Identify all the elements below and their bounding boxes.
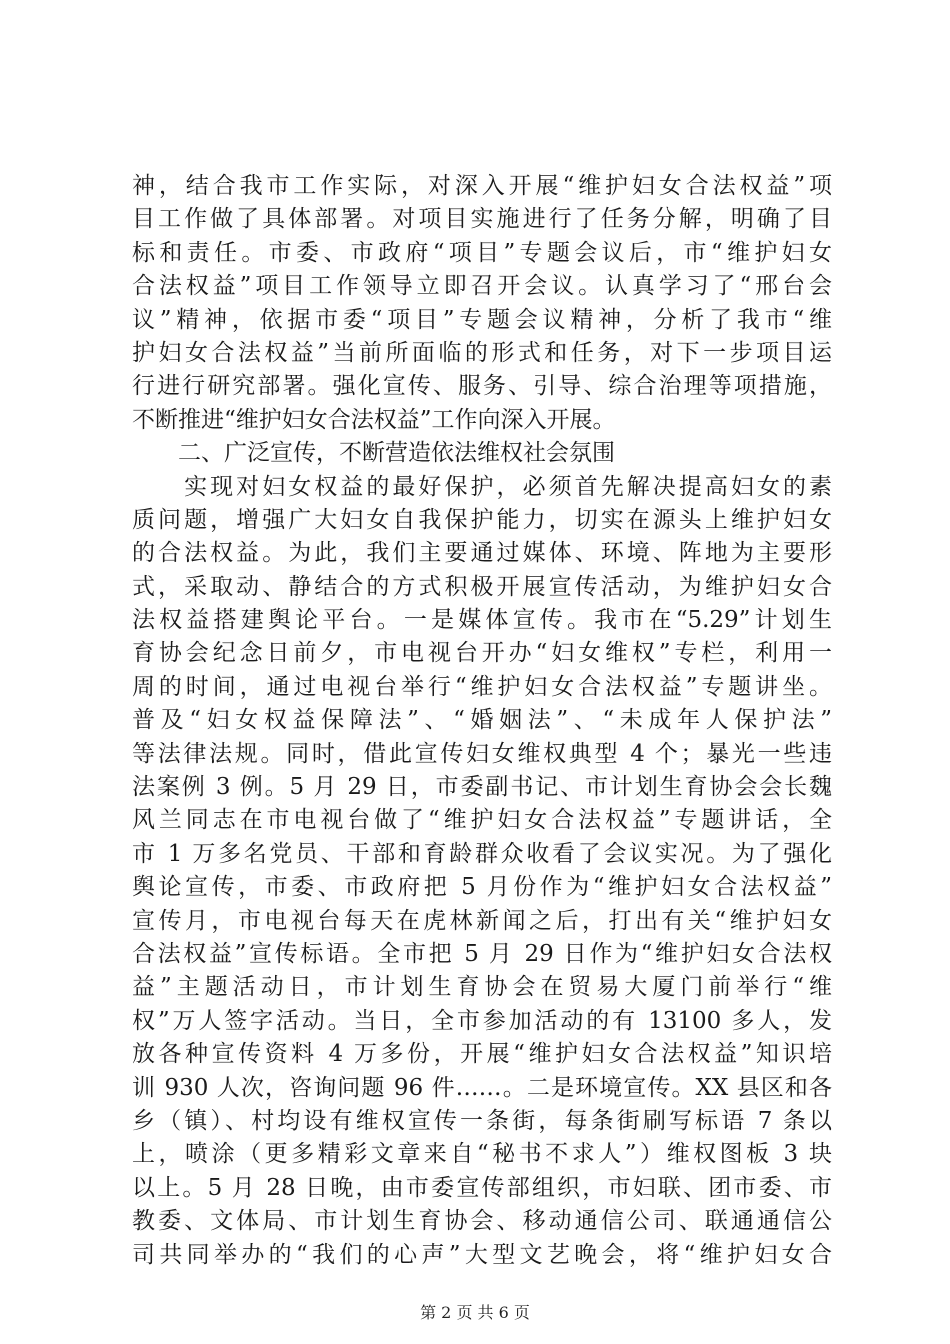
text-line: 合法权益”宣传标语。全市把 5 月 29 日作为“维护妇女合法权 — [132, 940, 832, 967]
text-line: 训 930 人次，咨询问题 96 件……。二是环境宣传。XX 县区和各 — [132, 1074, 832, 1101]
text-line: 权”万人签字活动。当日，全市参加活动的有 13100 多人，发 — [132, 1007, 832, 1034]
text-line: 议”精神，依据市委“项目”专题会议精神，分析了我市“维 — [132, 306, 832, 333]
text-line: 育协会纪念日前夕，市电视台开办“妇女维权”专栏，利用一 — [132, 640, 832, 667]
text-line: 教委、文体局、市计划生育协会、移动通信公司、联通通信公 — [132, 1208, 832, 1235]
text-line: 质问题，增强广大妇女自我保护能力，切实在源头上维护妇女 — [132, 506, 832, 533]
text-line: 二、广泛宣传，不断营造依法维权社会氛围 — [132, 440, 615, 467]
text-line: 宣传月，市电视台每天在虎林新闻之后，打出有关“维护妇女 — [132, 907, 832, 934]
text-line: 风兰同志在市电视台做了“维护妇女合法权益”专题讲话，全 — [132, 807, 832, 834]
text-line: 上，喷涂（更多精彩文章来自“秘书不求人”）维权图板 3 块 — [132, 1141, 832, 1168]
text-line: 不断推进“维护妇女合法权益”工作向深入开展。 — [132, 406, 616, 433]
text-line: 法权益搭建舆论平台。一是媒体宣传。我市在“5.29”计划生 — [132, 607, 832, 634]
text-line: 行进行研究部署。强化宣传、服务、引导、综合治理等项措施， — [132, 373, 832, 400]
text-line: 的合法权益。为此，我们主要通过媒体、环境、阵地为主要形 — [132, 540, 832, 567]
text-line: 合法权益”项目工作领导立即召开会议。认真学习了“邢台会 — [132, 273, 832, 300]
text-line: 舆论宣传，市委、市政府把 5 月份作为“维护妇女合法权益” — [132, 874, 832, 901]
text-line: 乡（镇）、村均设有维权宣传一条街，每条街刷写标语 7 条以 — [132, 1107, 832, 1134]
text-line: 普及“妇女权益保障法”、“婚姻法”、“未成年人保护法” — [132, 707, 832, 734]
text-line: 式，采取动、静结合的方式积极开展宣传活动，为维护妇女合 — [132, 573, 832, 600]
text-line: 神，结合我市工作实际，对深入开展“维护妇女合法权益”项 — [132, 173, 832, 199]
document-body — [132, 170, 832, 1272]
text-line: 司共同举办的“我们的心声”大型文艺晚会，将“维护妇女合 — [132, 1241, 832, 1268]
text-line: 法案例 3 例。5 月 29 日，市委副书记、市计划生育协会会长魏 — [132, 774, 832, 801]
text-line: 市 1 万多名党员、干部和育龄群众收看了会议实况。为了强化 — [132, 840, 832, 867]
text-line: 放各种宣传资料 4 万多份，开展“维护妇女合法权益”知识培 — [132, 1041, 832, 1068]
text-line: 目工作做了具体部署。对项目实施进行了任务分解，明确了目 — [132, 206, 832, 233]
text-line: 以上。5 月 28 日晚，由市委宣传部组织，市妇联、团市委、市 — [132, 1174, 832, 1201]
page-footer: 第 2 页 共 6 页 — [420, 1303, 530, 1322]
text-line: 实现对妇女权益的最好保护，必须首先解决提高妇女的素 — [132, 473, 832, 500]
text-line: 益”主题活动日，市计划生育协会在贸易大厦门前举行“维 — [132, 974, 832, 1001]
text-line: 周的时间，通过电视台举行“维护妇女合法权益”专题讲坐。 — [132, 673, 832, 700]
text-line: 标和责任。市委、市政府“项目”专题会议后，市“维护妇女 — [132, 239, 832, 266]
text-line: 等法律法规。同时，借此宣传妇女维权典型 4 个；暴光一些违 — [132, 740, 832, 767]
text-line: 护妇女合法权益”当前所面临的形式和任务，对下一步项目运 — [132, 339, 832, 366]
